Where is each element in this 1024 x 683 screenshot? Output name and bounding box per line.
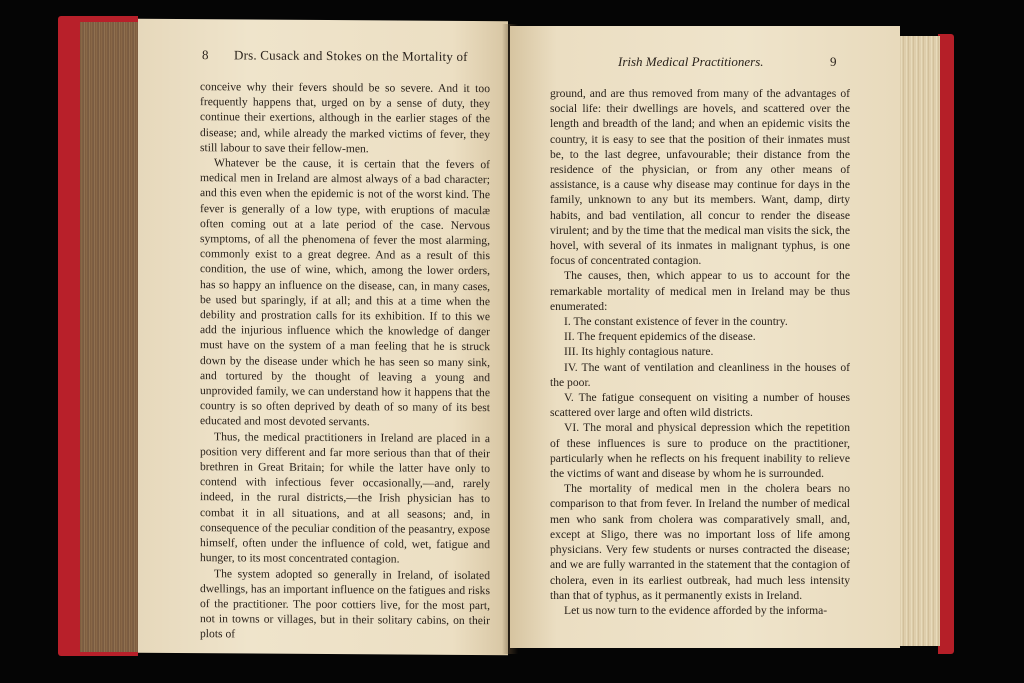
left-running-head: Drs. Cusack and Stokes on the Mortality of <box>234 47 468 65</box>
paragraph: conceive why their fevers should be so severe. And it too frequently happens that, urged on by a sense of duty, they continue their exertions, although in the earlier stages of the disease; and, while already the marked victims of fever, they still labour to save their fellow-men. <box>200 80 490 156</box>
paragraph: Let us now turn to the evidence afforded by the informa- <box>564 603 828 617</box>
paragraph: II. The frequent epidemics of the disease. <box>564 330 756 344</box>
paragraph: I. The constant existence of fever in the country. <box>564 315 788 329</box>
paragraph: ground, and are thus removed from many of the advantages of social life: their dwellings are hovels, and scattered over the length and breadth of the land; and when an epidemic visits the country, it is easy to see that the position of their inmates must be, to the last degree, unfavourable; their distance from the residence of the physician, or from any other means of assistance, is a cause why disease may continue for days in the family, unknown to any but its members. Want, damp, dirty habits, and bad ventilation, all concur to render the disease virulent; and by the time that the medical man visits the sick, the hovel, with several of its inmates in malignant typhus, is one focus of concentrated contagion. <box>550 87 850 268</box>
right-page <box>510 26 900 648</box>
page-edges-left <box>80 22 138 652</box>
paragraph: VI. The moral and physical depression which the repetition of these influences is sure to produce on the practitioner, particularly when he reflects on his frequent inability to relieve the victims of want and disease by whom he is surrounded. <box>550 421 850 481</box>
right-page-number: 9 <box>830 54 837 69</box>
right-page-header <box>510 54 900 72</box>
open-book <box>58 14 954 662</box>
paragraph: V. The fatigue consequent on visiting a number of houses scattered over large and often wild districts. <box>550 391 850 420</box>
paragraph: The system adopted so generally in Ireland, of isolated dwellings, has an important influence on the fatigues and risks of the practitioner. The poor cottiers live, for the most part, not in towns or villages, but in their solitary cabins, on their plots of <box>200 566 490 641</box>
paragraph: The mortality of medical men in the cholera bears no comparison to that from fever. In Ireland the number of medical men who sank from cholera was comparatively small, and, except at Sligo, there was no important loss of life among physicians. Very few students or nurses contracted the disease; and we are fully warranted in the statement that the contagion of cholera, even in its earliest outbreak, had much less intensity than that of typhus, as it permanently exists in Ireland. <box>550 482 850 602</box>
left-page <box>138 19 508 656</box>
paragraph: Whatever be the cause, it is certain that the fevers of medical men in Ireland are almost always of a bad character; and this even when the epidemic is not of the worst kind. The fever is generally of a low type, with eruptions of maculæ often coming out at a late period of the case. Nervous symptoms, of all the phenomena of fever the most alarming, commonly exist to a great degree. And as a result of this condition, the use of wine, which, among the lower orders, has so happy an influence on the disease, can, in many cases, be used but sparingly, if at all; and this at a time when the debility and prostration calls for its exhibition. If to this we add the injurious influence which the knowledge of danger must have on the system of a man feeling that he is struck down by the disease under which he has seen so many sink, and tortured by the thought of leaving a young and unprovided family, we can understand how it happens that the country is so often deprived by death of so many of its best educated and most devoted servants. <box>200 156 490 429</box>
left-page-number: 8 <box>202 47 209 63</box>
paragraph: The causes, then, which appear to us to account for the remarkable mortality of medical men in Ireland may be thus enumerated: <box>550 269 850 313</box>
left-page-header <box>138 47 508 68</box>
left-page-body <box>200 79 490 644</box>
book-cover-right <box>938 34 954 654</box>
paragraph: IV. The want of ventilation and cleanliness in the houses of the poor. <box>550 360 850 389</box>
page-edges-right <box>900 36 940 646</box>
right-page-body <box>550 86 850 618</box>
paragraph: III. Its highly contagious nature. <box>564 345 714 359</box>
paragraph: Thus, the medical practitioners in Ireland are placed in a position very different and far more serious than that of their brethren in Great Britain; for while the latter have only to contend with infectious fever occasionally,—and, rarely indeed, in the rural districts,—the Irish physician has to combat it in all situations, and at all seasons; and, in consequence of the peculiar condition of the peasantry, expose himself, often under the influence of cold, wet, fatigue and hunger, to its most concentrated contagion. <box>200 429 490 566</box>
right-running-head: Irish Medical Practitioners. <box>618 54 764 69</box>
